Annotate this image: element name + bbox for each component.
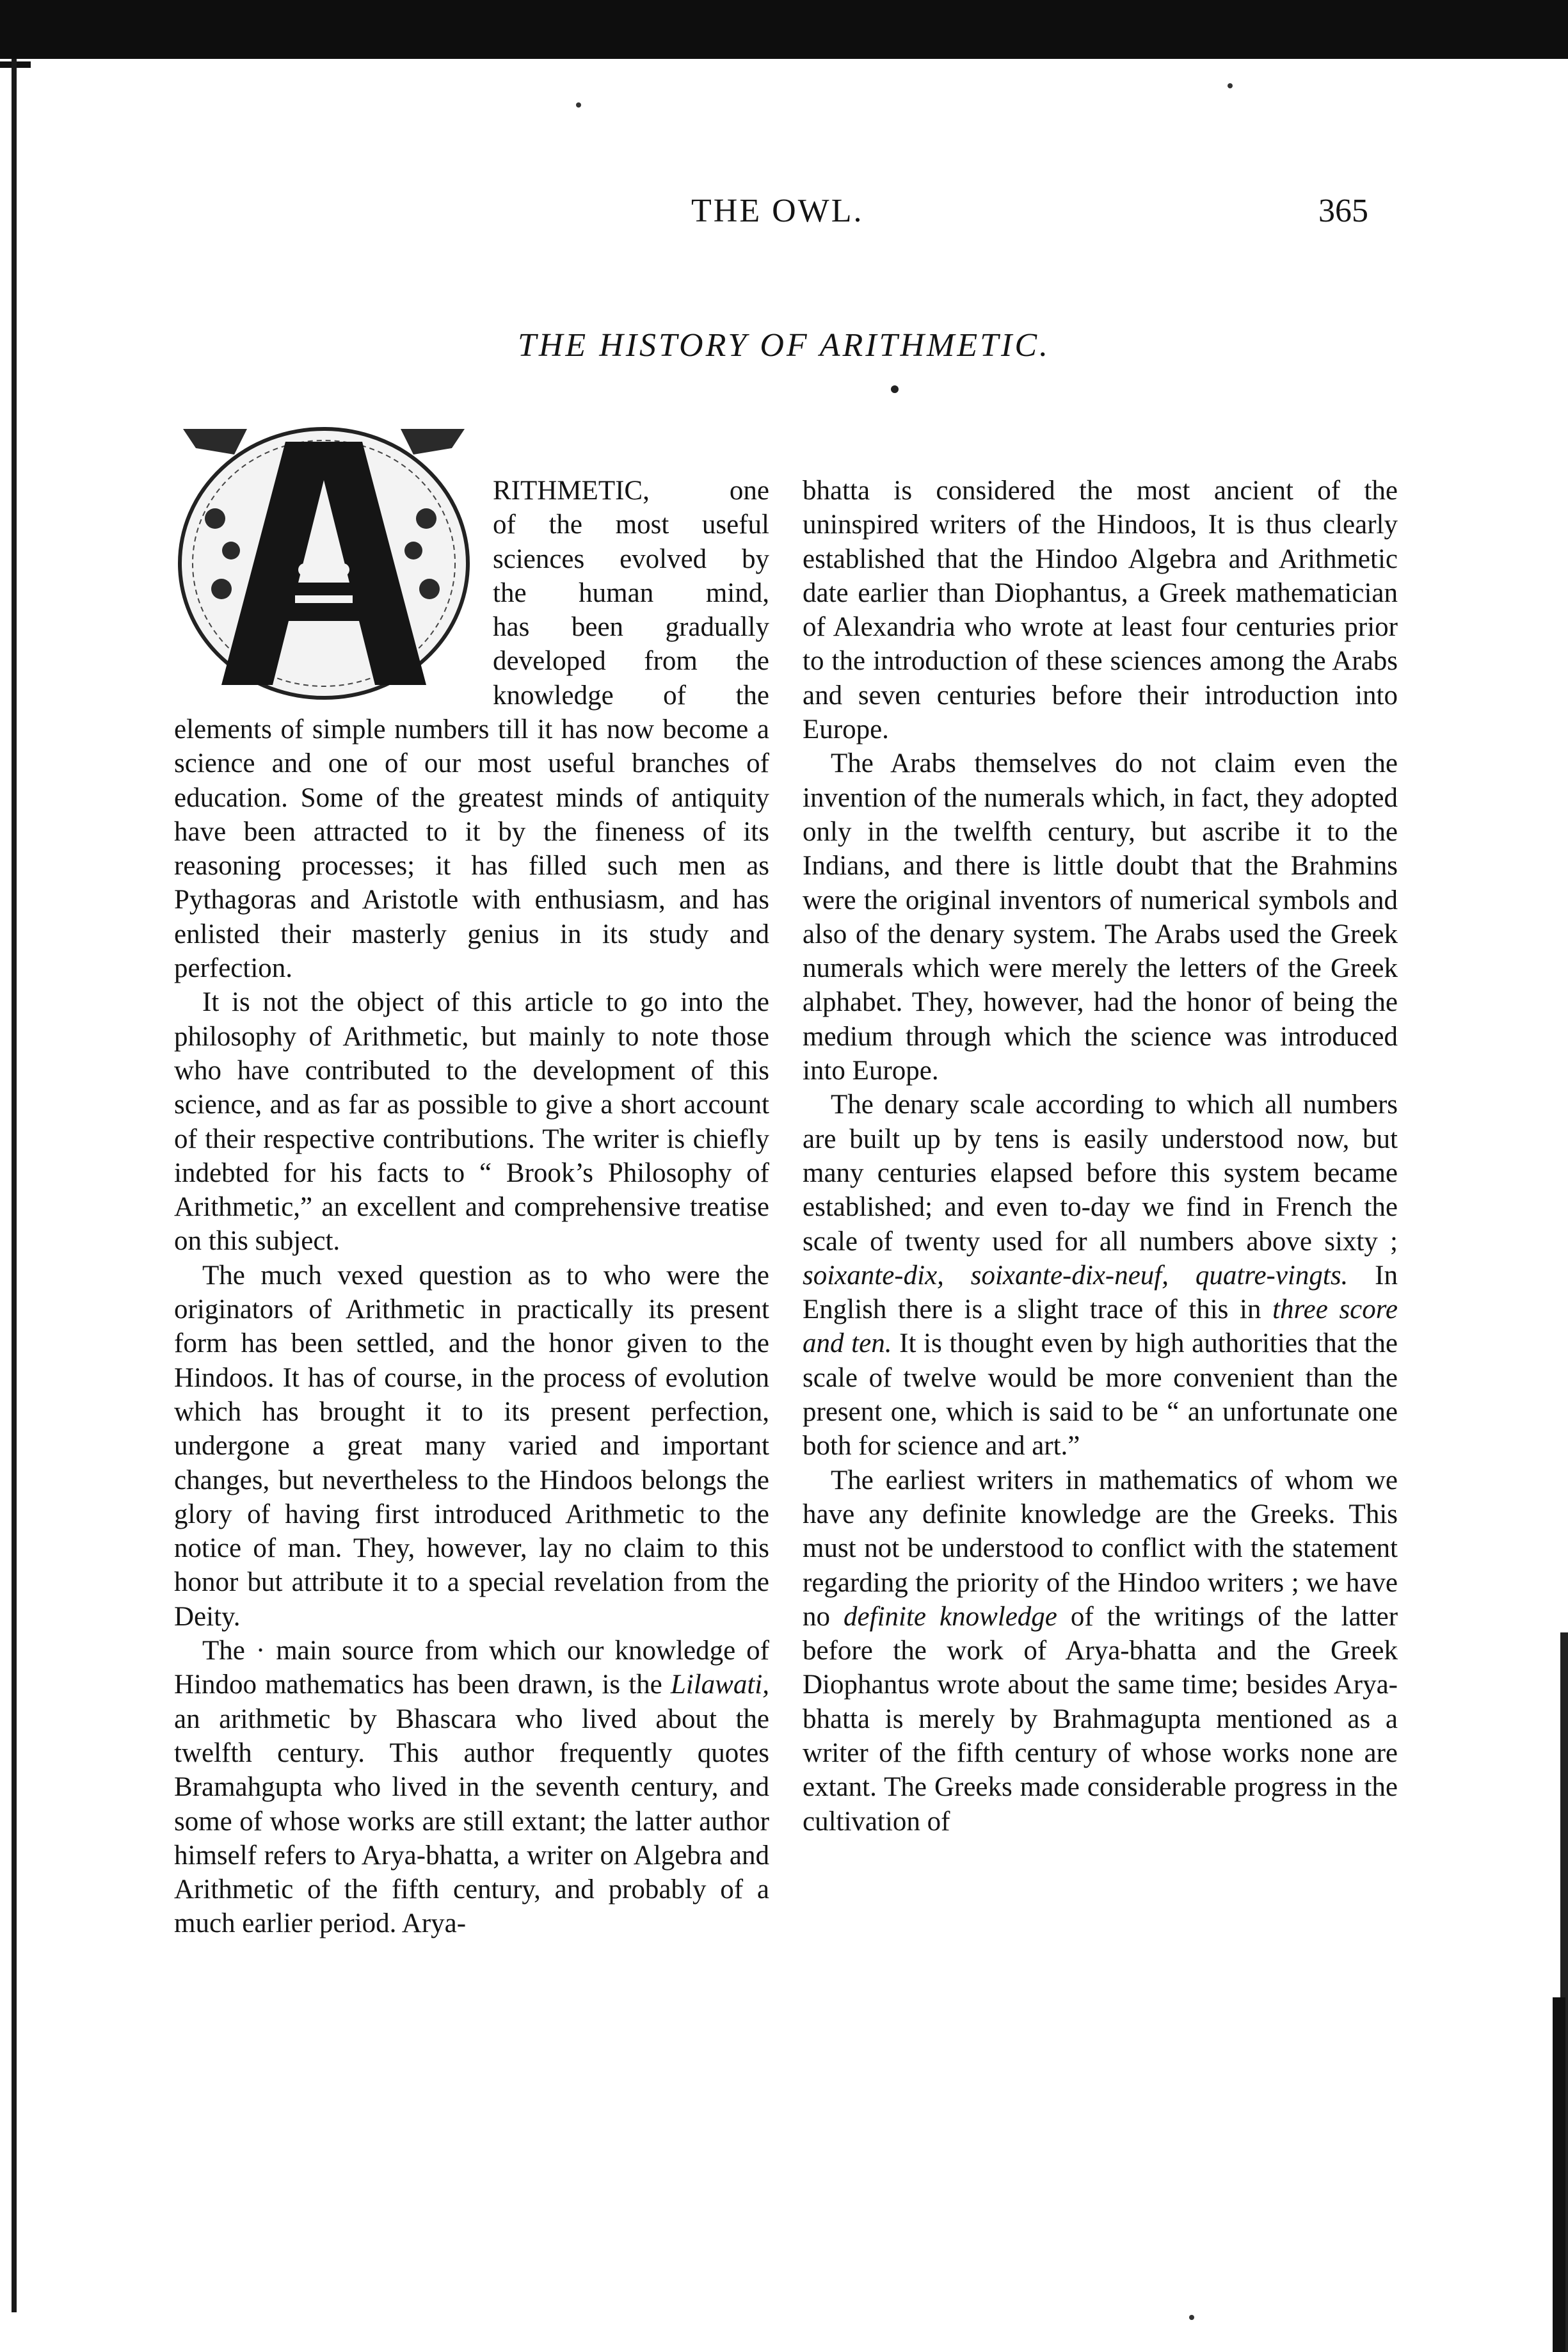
- italic-phrase: three score and ten.: [803, 1294, 1398, 1359]
- paragraph: It is not the object of this article to go into the philosophy of Arithmetic, but mainly to note those who have contributed to the development of this science, and as far as possible to give a short account of their respective contributions. The writer is chiefly indebted for his facts to “ Brook’s Philosophy of Arithmetic,” an excellent and comprehensive treatise on this subject.: [174, 987, 769, 1257]
- text-run: an arithmetic by Bhascara who lived about the twelfth century. This author frequently quotes Bramahgupta who lived in the seventh century, and some of whose works are still extant; the latter author himself refers to Arya-bhatta, a writer on Algebra and Arithmetic of the fifth century, and probably of a much earlier period. Arya-: [174, 1704, 769, 1939]
- italic-phrase: soixante-dix, soixante-dix-neuf, quatre-vingts.: [803, 1260, 1348, 1291]
- left-column: [174, 713, 769, 1941]
- lead-line: developed from the: [493, 646, 769, 677]
- italic-title: Lilawati,: [670, 1670, 769, 1700]
- lead-line: RITHMETIC, one: [493, 476, 769, 506]
- speck: [1228, 83, 1233, 88]
- lead-line: knowledge of the: [493, 680, 769, 711]
- lead-line: of the most useful: [493, 510, 769, 540]
- lead-text: [493, 474, 769, 713]
- lead-line: the human mind,: [493, 577, 769, 608]
- scan-left-edge: [12, 59, 17, 2312]
- paragraph: elements of simple numbers till it has now become a science and one of our most useful branches of education. Some of the greatest minds of antiquity have been attracted to it by the fineness of its reasoning processes; it has filled such men as Pythagoras and Aristotle with enthusiasm, and has enlisted their masterly genius in its study and perfection.: [174, 714, 769, 984]
- text-run: It is thought even by high authorities that the scale of twelve would be more convenient than the present one, which is said to be “ an unfortunate one both for science and art.”: [803, 1328, 1398, 1462]
- paragraph: [803, 1463, 1398, 1839]
- speck: [576, 102, 581, 108]
- lead-line: has been gradually: [493, 612, 769, 643]
- running-title: THE OWL.: [691, 193, 864, 229]
- svg-text:A: A: [321, 437, 326, 444]
- scan-right-edge-dark: [1553, 1997, 1565, 2352]
- title-ornament: [891, 385, 899, 393]
- paragraph: The much vexed question as to who were the originators of Arithmetic in practically its present form has been settled, and the honor given to the Hindoos. It has of course, in the process of evolution which has brought it to its present perfection, undergone a great many varied and important changes, but nevertheless to the Hindoos belongs the glory of having first introduced Arithmetic to the notice of man. They, however, lay no claim to this honor but attribute it to a special revelation from the Deity.: [174, 1260, 769, 1632]
- text-run: In English there is a slight trace of this in: [803, 1260, 1398, 1325]
- italic-phrase: definite knowledge: [844, 1601, 1057, 1632]
- text-run: The denary scale according to which all numbers are built up by tens is easily understood now, but many centuries elapsed before this system became established; and even to-day we find in French the scale of twenty used for all numbers above sixty ;: [803, 1090, 1398, 1257]
- scan-top-border: [0, 0, 1568, 59]
- lead-line: sciences evolved by: [493, 544, 769, 574]
- drop-cap-ornament: [170, 403, 477, 704]
- paragraph: [803, 1088, 1398, 1463]
- text-run: The · main source from which our knowledge of Hindoo mathematics has been drawn, is the: [174, 1636, 769, 1700]
- right-column: [803, 474, 1398, 1839]
- text-run: The earliest writers in mathematics of whom we have any definite knowledge are the Greeks. This must not be understood to conflict with the statement regarding the priority of the Hindoo writers ; we have no: [803, 1465, 1398, 1632]
- speck: [1189, 2315, 1194, 2320]
- paragraph: The Arabs themselves do not claim even the invention of the numerals which, in fact, they adopted only in the twelfth century, but ascribe it to the Indians, and there is little doubt that the Brahmins were the original inventors of numerical symbols and also of the denary system. The Arabs used the Greek numerals which were merely the letters of the Greek alphabet. They, however, had the honor of being the medium through which the science was introduced into Europe.: [803, 748, 1398, 1086]
- text-run: of the writings of the latter before the work of Arya-bhatta and the Greek Diophantus wrote about the same time; besides Arya-bhatta is merely by Brahmagupta mentioned as a writer of the fifth century of whose works none are extant. The Greeks made considerable progress in the cultivation of: [803, 1601, 1398, 1837]
- paragraph: bhatta is considered the most ancient of the uninspired writers of the Hindoos, It is thus clearly established that the Hindoo Algebra and Arithmetic date earlier than Diophantus, a Greek mathematician of Alexandria who wrote at least four centuries prior to the introduction of these sciences among the Arabs and seven centuries before their introduction into Europe.: [803, 476, 1398, 745]
- article-title: THE HISTORY OF ARITHMETIC.: [517, 327, 1051, 364]
- page-number: 365: [1318, 193, 1368, 229]
- paragraph: [174, 1634, 769, 1941]
